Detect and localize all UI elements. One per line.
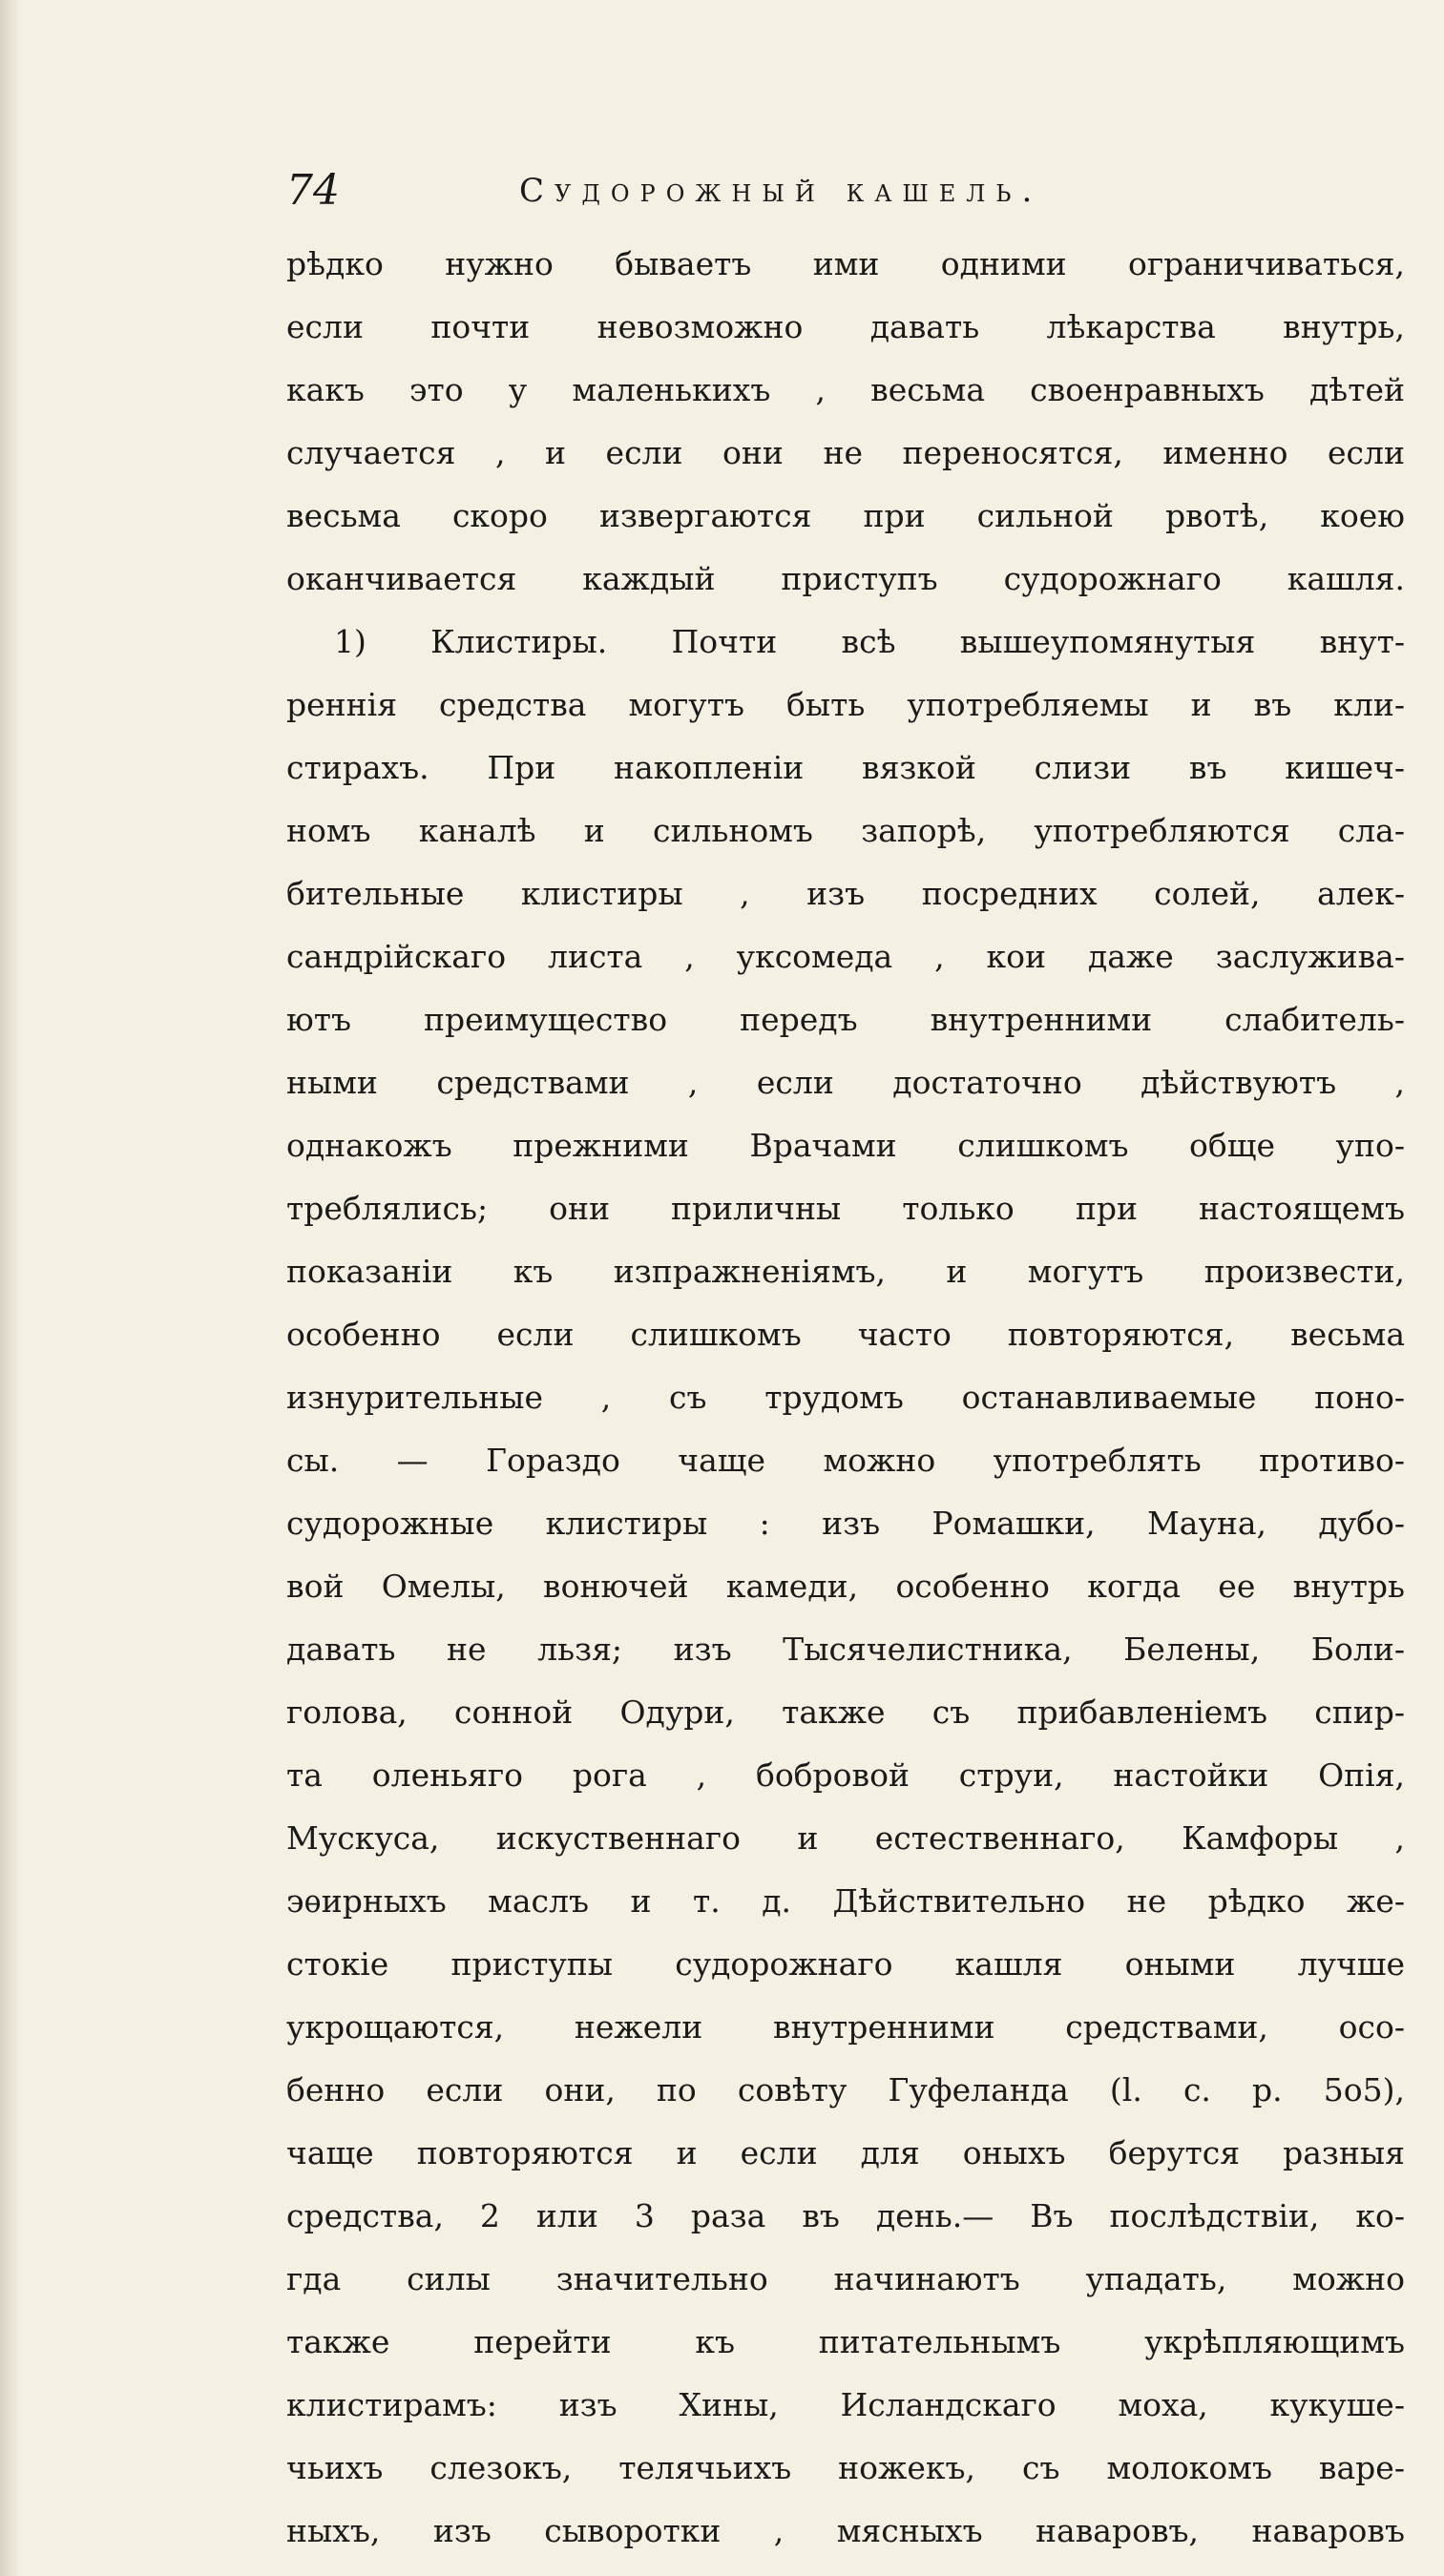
- text-line: ныхъ, изъ сыворотки , мясныхъ наваровъ, наваровъ: [286, 2512, 1405, 2549]
- page-header: [286, 162, 1174, 219]
- text-line: однакожъ прежними Врачами слишкомъ обще упо-: [286, 1127, 1405, 1164]
- text-line: показаніи къ изпражненіямъ, и могутъ произвести,: [286, 1253, 1405, 1290]
- text-line: оканчивается каждый приступъ судорожнаго кашля.: [286, 560, 1405, 597]
- text-line: особенно если слишкомъ часто повторяются, весьма: [286, 1316, 1405, 1353]
- text-line: средства, 2 или 3 раза въ день.— Въ послѣдствіи, ко-: [286, 2197, 1405, 2234]
- paragraph-start-line: 1) Клистиры. Почти всѣ вышеупомянутыя внут-: [334, 623, 1405, 660]
- page-number: 74: [286, 166, 340, 215]
- text-line: эѳирныхъ маслъ и т. д. Дѣйствительно не рѣдко же-: [286, 1882, 1405, 1920]
- text-line: клистирамъ: изъ Хины, Исландскаго моха, кукуше-: [286, 2386, 1405, 2423]
- text-line: ютъ преимущество передъ внутренними слабитель-: [286, 1001, 1405, 1038]
- text-line: бенно если они, по совѣту Гуфеланда (l. c. p. 5o5),: [286, 2071, 1405, 2109]
- text-line: судорожные клистиры : изъ Ромашки, Мауна, дубо-: [286, 1505, 1405, 1542]
- text-line: рѣдко нужно бываетъ ими одними ограничиваться,: [286, 245, 1405, 282]
- text-line: номъ каналѣ и сильномъ запорѣ, употребляются сла-: [286, 812, 1405, 849]
- text-line: реннія средства могутъ быть употребляемы и въ кли-: [286, 686, 1405, 723]
- text-line: весьма скоро извергаются при сильной рвотѣ, коею: [286, 497, 1405, 534]
- text-line: изнурительные , съ трудомъ останавливаемые поно-: [286, 1379, 1405, 1416]
- text-line: Мускуса, искуственнаго и естественнаго, Камфоры ,: [286, 1819, 1405, 1857]
- text-line: стокіе приступы судорожнаго кашля оными лучше: [286, 1945, 1405, 1983]
- text-line: чаще повторяются и если для оныхъ берутся разныя: [286, 2134, 1405, 2171]
- running-title: Судорожный кашель.: [519, 172, 1043, 210]
- text-line: голова, сонной Одури, также съ прибавленіемъ спир-: [286, 1693, 1405, 1731]
- body-text: [286, 233, 1405, 2563]
- text-line: треблялись; они приличны только при настоящемъ: [286, 1190, 1405, 1227]
- text-line: укрощаются, нежели внутренними средствами, осо-: [286, 2008, 1405, 2046]
- text-line: если почти невозможно давать лѣкарства внутрь,: [286, 308, 1405, 345]
- text-line: случается , и если они не переносятся, именно если: [286, 434, 1405, 471]
- text-line: гда силы значительно начинаютъ упадать, можно: [286, 2260, 1405, 2297]
- text-line: чьихъ слезокъ, телячьихъ ножекъ, съ молокомъ варе-: [286, 2449, 1405, 2486]
- text-line: какъ это у маленькихъ , весьма своенравныхъ дѣтей: [286, 371, 1405, 408]
- text-line: бительные клистиры , изъ посредних солей, алек-: [286, 875, 1405, 912]
- text-line: ными средствами , если достаточно дѣйствуютъ ,: [286, 1064, 1405, 1101]
- text-line: стирахъ. При накопленіи вязкой слизи въ кишеч-: [286, 749, 1405, 786]
- text-line: давать не льзя; изъ Тысячелистника, Белены, Боли-: [286, 1631, 1405, 1668]
- text-line: вой Омелы, вонючей камеди, особенно когда ее внутрь: [286, 1568, 1405, 1605]
- text-line: также перейти къ питательнымъ укрѣпляющимъ: [286, 2323, 1405, 2360]
- text-line: сандрійскаго листа , уксомеда , кои даже заслужива-: [286, 938, 1405, 975]
- text-line: та оленьяго рога , бобровой струи, настойки Опія,: [286, 1756, 1405, 1794]
- text-line: сы. — Гораздо чаще можно употреблять противо-: [286, 1442, 1405, 1479]
- page-gutter-shadow: [0, 0, 21, 2576]
